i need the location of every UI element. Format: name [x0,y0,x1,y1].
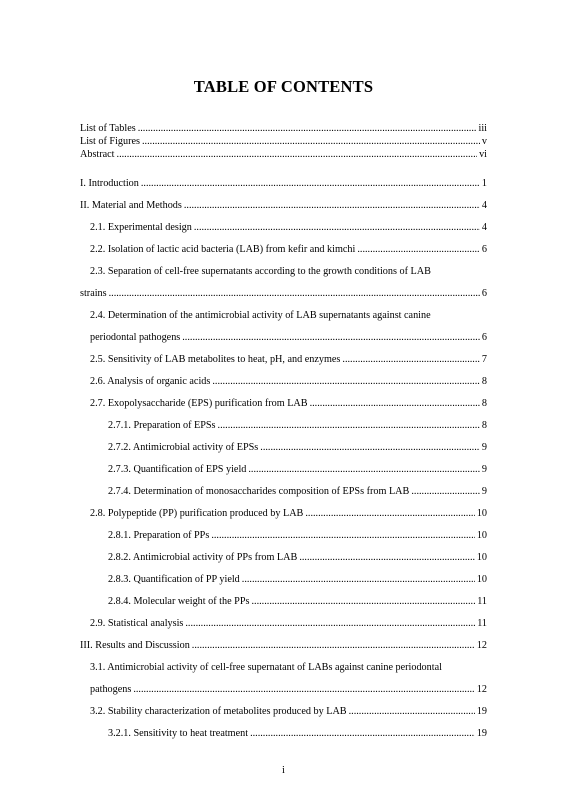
toc-entry-page: 12 [476,684,487,695]
toc-entry-label: 2.7.1. Preparation of EPSs [108,420,216,431]
dot-leader [212,376,480,387]
dot-leader [141,178,480,189]
toc-entry-page: 10 [476,508,487,519]
toc-entry-label: Abstract [80,149,115,160]
toc-entry-page: 8 [481,398,487,409]
toc-entry[interactable] [80,288,487,310]
toc-entry-label: 2.5. Sensitivity of LAB metabolites to heat, pH, and enzymes [90,354,341,365]
toc-entry-page: 10 [476,552,487,563]
dot-leader [342,354,480,365]
toc-entry[interactable] [80,442,487,464]
dot-leader [250,728,475,739]
toc-entry-continued[interactable]: 2.3. Separation of cell-free supernatants according to the growth conditions of LAB [90,266,431,277]
dot-leader [260,442,480,453]
toc-entry-label: 3.2. Stability characterization of metabolites produced by LAB [90,706,347,717]
toc-entry[interactable] [80,200,487,222]
toc-entry[interactable] [80,149,487,162]
toc-entry-page: 9 [481,442,487,453]
toc-entry[interactable] [80,486,487,508]
dot-leader [138,123,477,134]
dot-leader [117,149,478,160]
dot-leader [211,530,475,541]
dot-leader [142,136,480,147]
toc-entry-label: strains [80,288,107,299]
toc-entry-page: 4 [481,200,487,211]
toc-entry[interactable] [80,728,487,750]
toc-entry[interactable] [80,640,487,662]
toc-entry-label: 2.7.4. Determination of monosaccharides composition of EPSs from LAB [108,486,410,497]
toc-entry-page: 19 [476,706,487,717]
dot-leader [185,618,475,629]
page-title: TABLE OF CONTENTS [193,77,374,96]
toc-entry-label: 2.8. Polypeptide (PP) purification produced by LAB [90,508,304,519]
toc-entry[interactable] [80,244,487,266]
toc-entry-label: 2.9. Statistical analysis [90,618,184,629]
toc-entry[interactable] [80,618,487,640]
toc-entry-page: 10 [476,574,487,585]
toc-entry[interactable] [80,684,487,706]
toc-entry-label: III. Results and Discussion [80,640,190,651]
toc-entry-page: 11 [477,618,487,629]
toc-entry-page: 4 [481,222,487,233]
dot-leader [305,508,474,519]
toc-entry-page: vi [479,149,487,160]
toc-front-matter [80,123,487,162]
toc-entry-page: 11 [477,596,487,607]
toc-entry[interactable] [80,508,487,530]
dot-leader [182,332,480,343]
toc-entry-page: 9 [481,486,487,497]
toc-entry-page: 6 [481,332,487,343]
dot-leader [349,706,475,717]
toc-entry-label: 2.1. Experimental design [90,222,192,233]
toc-entry-label: periodontal pathogens [90,332,181,343]
dot-leader [310,398,480,409]
dot-leader [248,464,480,475]
toc-entry-page: v [481,136,487,147]
toc-entry[interactable] [80,222,487,244]
toc-entry[interactable] [80,354,487,376]
toc-entry-page: 7 [481,354,487,365]
dot-leader [242,574,475,585]
dot-leader [218,420,480,431]
toc-entry[interactable] [80,552,487,574]
toc-entry-label: 2.8.3. Quantification of PP yield [108,574,240,585]
dot-leader [251,596,475,607]
toc-entry-label: 2.7.2. Antimicrobial activity of EPSs [108,442,259,453]
toc-entry-continued[interactable]: 2.4. Determination of the antimicrobial activity of LAB supernatants against canine [90,310,431,321]
toc-entry-label: 2.2. Isolation of lactic acid bacteria (LAB) from kefir and kimchi [90,244,356,255]
dot-leader [184,200,480,211]
toc-entry[interactable] [80,332,487,354]
toc-main [80,178,487,750]
toc-entry[interactable] [80,398,487,420]
toc-entry-label: List of Figures [80,136,140,147]
dot-leader [192,640,475,651]
toc-entry-label: 2.8.1. Preparation of PPs [108,530,210,541]
toc-entry-page: 8 [481,420,487,431]
dot-leader [109,288,480,299]
toc-entry-label: pathogens [90,684,132,695]
toc-entry[interactable] [80,596,487,618]
toc-entry[interactable] [80,464,487,486]
toc-entry-label: 2.8.4. Molecular weight of the PPs [108,596,250,607]
toc-entry-label: 2.8.2. Antimicrobial activity of PPs from LAB [108,552,298,563]
toc-entry-page: 9 [481,464,487,475]
toc-entry-continued[interactable]: 3.1. Antimicrobial activity of cell-free supernatant of LABs against canine periodontal [90,662,442,673]
dot-leader [357,244,480,255]
toc-entry[interactable] [80,420,487,442]
toc-entry-page: 1 [481,178,487,189]
dot-leader [299,552,475,563]
toc-entry[interactable] [80,376,487,398]
toc-entry-label: II. Material and Methods [80,200,182,211]
toc-entry-page: 6 [481,288,487,299]
toc-entry-label: 2.6. Analysis of organic acids [90,376,211,387]
toc-entry-page: iii [478,123,487,134]
toc-entry[interactable] [80,706,487,728]
toc-entry-label: List of Tables [80,123,136,134]
toc-entry[interactable] [80,530,487,552]
toc-entry-label: 2.7. Exopolysaccharide (EPS) purification from LAB [90,398,308,409]
toc-entry[interactable] [80,123,487,136]
toc-entry[interactable] [80,178,487,200]
dot-leader [194,222,480,233]
toc-entry-label: 2.7.3. Quantification of EPS yield [108,464,247,475]
toc-entry-page: 6 [481,244,487,255]
toc-entry-label: 3.2.1. Sensitivity to heat treatment [108,728,249,739]
dot-leader [133,684,475,695]
toc-entry-page: 19 [476,728,487,739]
toc-entry[interactable] [80,574,487,596]
toc-entry[interactable] [80,136,487,149]
page-number: i [282,765,285,776]
dot-leader [411,486,480,497]
toc-entry-page: 10 [476,530,487,541]
toc-entry-page: 8 [481,376,487,387]
toc-entry-label: I. Introduction [80,178,139,189]
toc-entry-page: 12 [476,640,487,651]
